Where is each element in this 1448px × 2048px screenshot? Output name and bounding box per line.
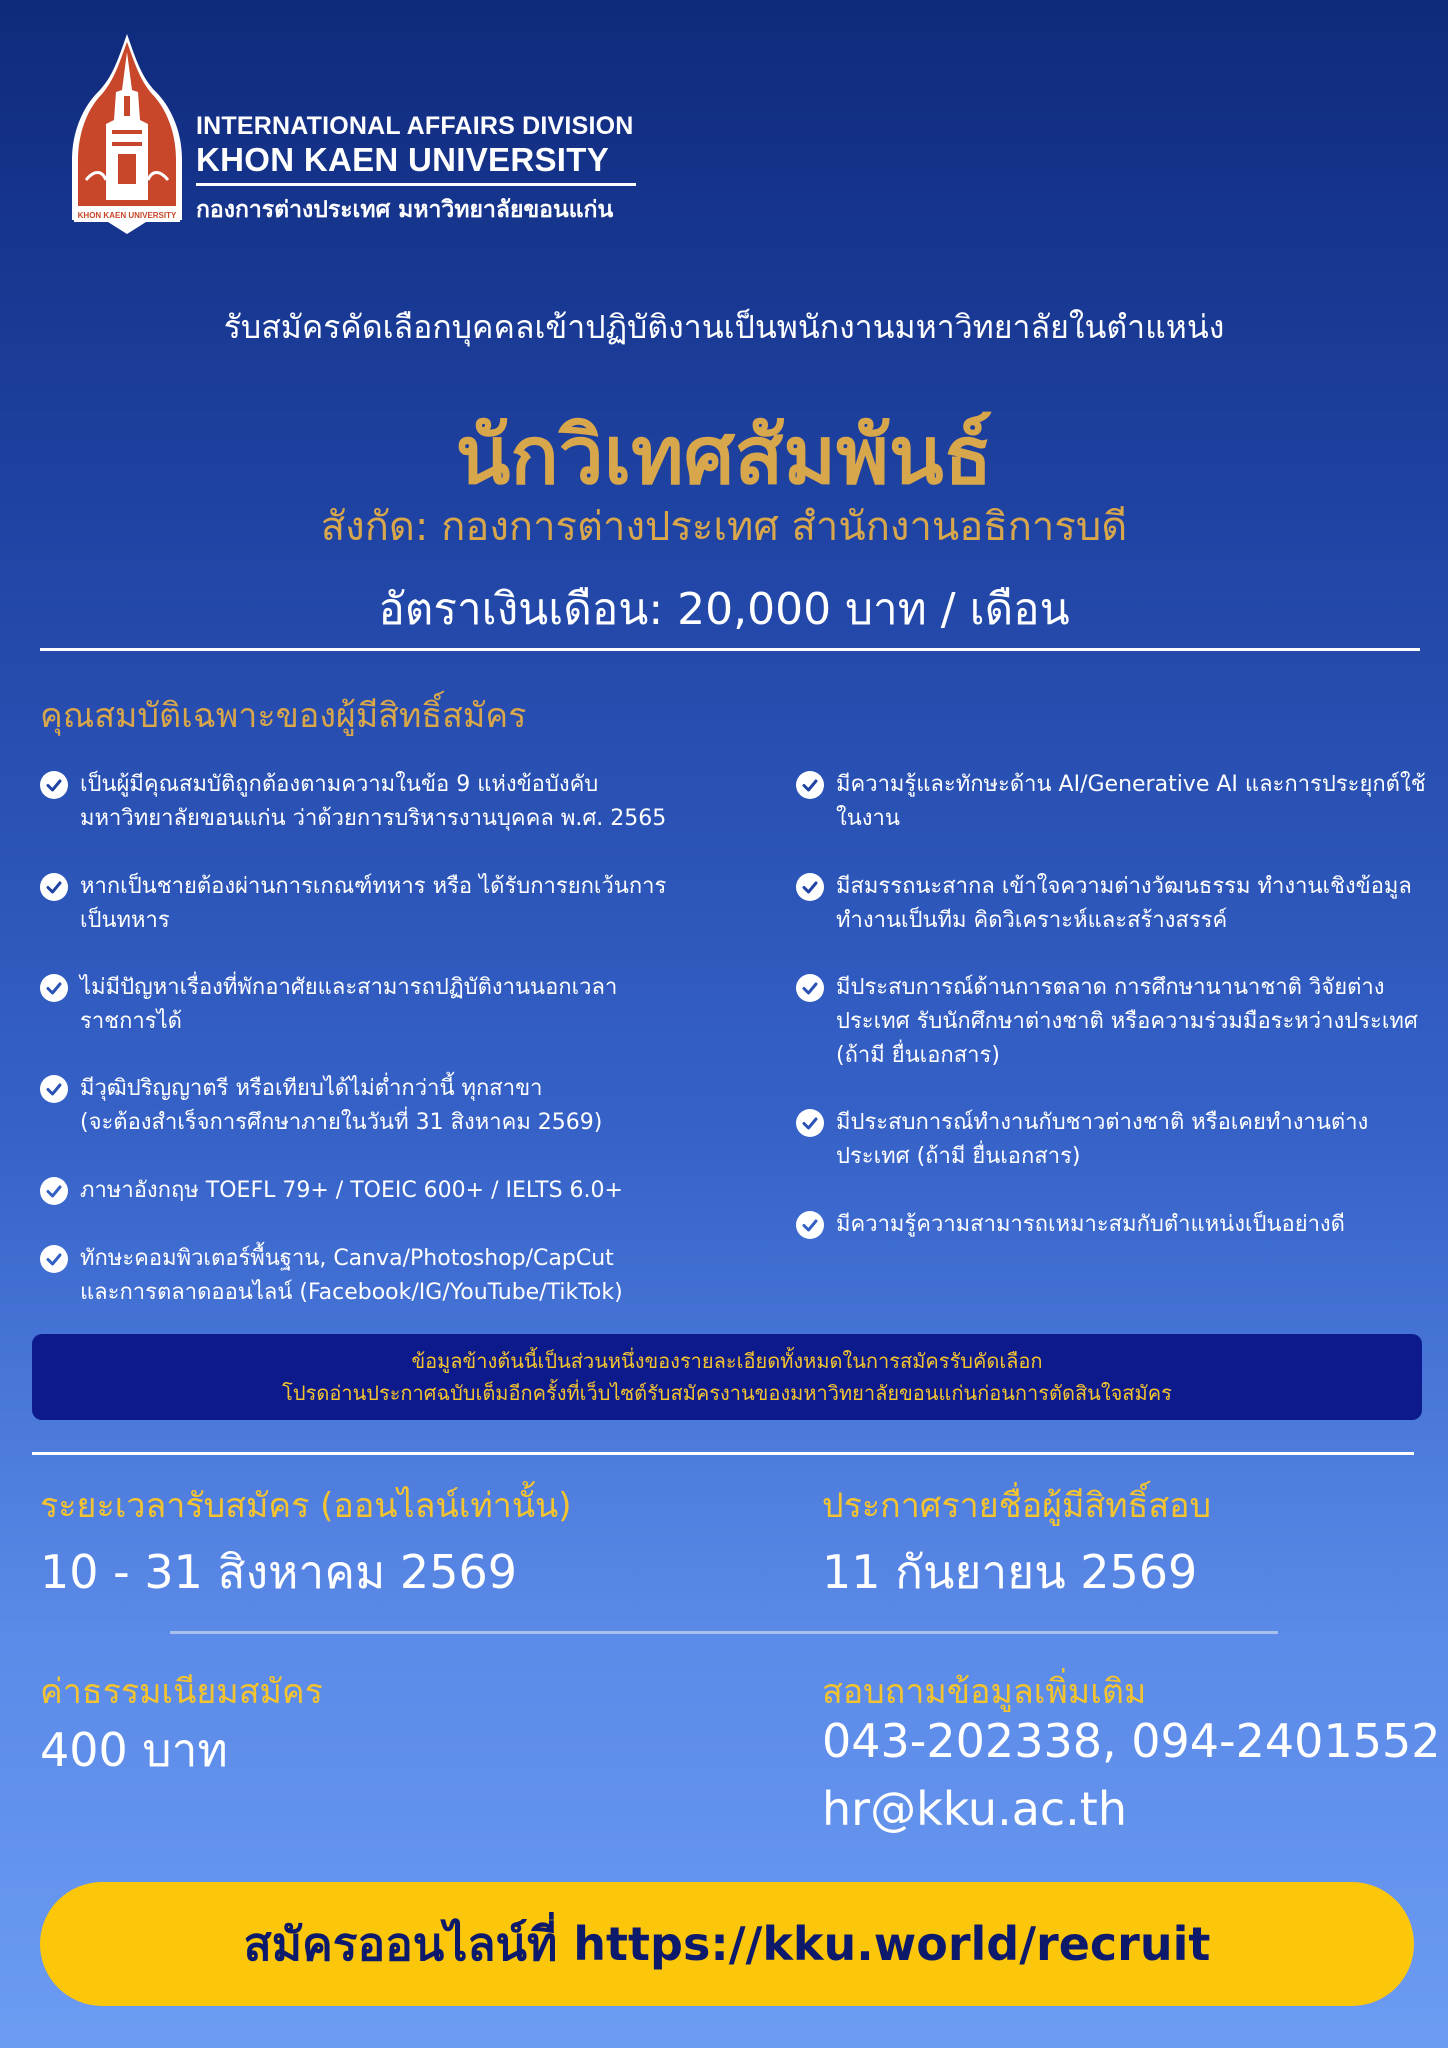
- qualification-text: หากเป็นชายต้องผ่านการเกณฑ์ทหาร หรือ ได้รับการยกเว้นการ เป็นทหาร: [80, 874, 667, 933]
- logo-text: KHON KAEN UNIVERSITY: [77, 211, 177, 220]
- qualification-text: มีประสบการณ์ทำงานกับชาวต่างชาติ หรือเคยทำงานต่าง ประเทศ (ถ้ามี ยื่นเอกสาร): [836, 1110, 1369, 1169]
- check-circle-icon: [40, 1075, 68, 1103]
- kku-logo-icon: [68, 30, 186, 236]
- qualification-text: เป็นผู้มีคุณสมบัติถูกต้องตามความในข้อ 9 แห่งข้อบังคับ มหาวิทยาลัยขอนแก่น ว่าด้วยการบริหารงานบุคคล พ.ศ. 2565: [80, 772, 667, 831]
- qualification-item: [40, 1174, 623, 1208]
- qualification-item: [796, 870, 1412, 938]
- qualification-text: มีความรู้ความสามารถเหมาะสมกับตำแหน่งเป็นอย่างดี: [836, 1212, 1345, 1237]
- announcement-headline: รับสมัครคัดเลือกบุคคลเข้าปฏิบัติงานเป็นพนักงานมหาวิทยาลัยในตำแหน่ง: [223, 308, 1225, 346]
- application-period-value: 10 - 31 สิงหาคม 2569: [40, 1545, 518, 1599]
- qualification-item: [796, 971, 1418, 1073]
- check-circle-icon: [40, 1245, 68, 1273]
- check-circle-icon: [40, 771, 68, 799]
- check-circle-icon: [796, 1211, 824, 1239]
- check-circle-icon: [796, 1109, 824, 1137]
- qualification-item: [40, 768, 666, 836]
- qualification-text: มีประสบการณ์ด้านการตลาด การศึกษานานาชาติ วิจัยต่าง ประเทศ รับนักศึกษาต่างชาติ หรือความร่วมมือระหว่างประเทศ (ถ้ามี ยื่นเอกสาร): [836, 975, 1418, 1068]
- qualification-text: ไม่มีปัญหาเรื่องที่พักอาศัยและสามารถปฏิบัติงานนอกเวลา ราชการได้: [80, 975, 618, 1034]
- org-divider: [196, 183, 636, 186]
- org-name-en-line2: KHON KAEN UNIVERSITY: [196, 141, 610, 178]
- qualification-text: มีวุฒิปริญญาตรี หรือเทียบได้ไม่ต่ำกว่านี้ ทุกสาขา (จะต้องสำเร็จการศึกษาภายในวันที่ 31 สิงหาคม 2569): [80, 1076, 603, 1135]
- notice-line-2: โปรดอ่านประกาศฉบับเต็มอีกครั้งที่เว็บไซต์รับสมัครงานของมหาวิทยาลัยขอนแก่นก่อนการตัดสินใจสมัคร: [282, 1381, 1172, 1405]
- check-circle-icon: [40, 1177, 68, 1205]
- application-period-label: ระยะเวลารับสมัคร (ออนไลน์เท่านั้น): [40, 1486, 572, 1526]
- qualification-item: [40, 1072, 602, 1140]
- affiliation: สังกัด: กองการต่างประเทศ สำนักงานอธิการบดี: [320, 504, 1128, 550]
- salary: อัตราเงินเดือน: 20,000 บาท / เดือน: [378, 584, 1070, 635]
- contact-phone: 043-202338, 094-2401552: [822, 1714, 1441, 1768]
- contact-label: สอบถามข้อมูลเพิ่มเติม: [822, 1672, 1147, 1712]
- divider-middle: [32, 1452, 1414, 1455]
- application-fee-label: ค่าธรรมเนียมสมัคร: [40, 1672, 323, 1712]
- qualification-item: [40, 971, 617, 1039]
- qualification-item: [796, 1208, 1345, 1242]
- check-circle-icon: [796, 974, 824, 1002]
- divider-details: [170, 1631, 1278, 1634]
- check-circle-icon: [796, 771, 824, 799]
- check-circle-icon: [40, 974, 68, 1002]
- eligible-announcement-label: ประกาศรายชื่อผู้มีสิทธิ์สอบ: [822, 1486, 1212, 1526]
- check-circle-icon: [796, 873, 824, 901]
- qualification-text: มีความรู้และทักษะด้าน AI/Generative AI และการประยุกต์ใช้ ในงาน: [836, 772, 1426, 831]
- qualifications-heading: คุณสมบัติเฉพาะของผู้มีสิทธิ์สมัคร: [40, 696, 527, 736]
- qualification-item: [40, 1242, 623, 1310]
- org-name-th: กองการต่างประเทศ มหาวิทยาลัยขอนแก่น: [196, 197, 614, 223]
- apply-online-button[interactable]: สมัครออนไลน์ที่ https://kku.world/recruit: [40, 1882, 1414, 2006]
- qualification-text: ภาษาอังกฤษ TOEFL 79+ / TOEIC 600+ / IELTS 6.0+: [80, 1178, 623, 1203]
- notice-line-1: ข้อมูลข้างต้นนี้เป็นส่วนหนึ่งของรายละเอียดทั้งหมดในการสมัครรับคัดเลือก: [411, 1349, 1043, 1373]
- qualification-text: มีสมรรถนะสากล เข้าใจความต่างวัฒนธรรม ทำงานเชิงข้อมูล ทำงานเป็นทีม คิดวิเคราะห์และสร้างสรรค์: [836, 874, 1412, 933]
- org-name-block: [196, 112, 636, 228]
- qualification-item: [796, 768, 1426, 836]
- eligible-announcement-value: 11 กันยายน 2569: [822, 1545, 1198, 1599]
- position-title: นักวิเทศสัมพันธ์: [455, 409, 993, 502]
- check-circle-icon: [40, 873, 68, 901]
- qualification-item: [796, 1106, 1368, 1174]
- contact-email[interactable]: hr@kku.ac.th: [822, 1782, 1127, 1836]
- notice-box: [32, 1334, 1422, 1420]
- application-fee-value: 400 บาท: [40, 1723, 228, 1777]
- org-name-en-line1: INTERNATIONAL AFFAIRS DIVISION: [196, 112, 634, 140]
- divider-top: [40, 648, 1420, 651]
- qualification-text: ทักษะคอมพิวเตอร์พื้นฐาน, Canva/Photoshop/CapCut และการตลาดออนไลน์ (Facebook/IG/YouTube/TikTok): [80, 1246, 623, 1305]
- qualification-item: [40, 870, 666, 938]
